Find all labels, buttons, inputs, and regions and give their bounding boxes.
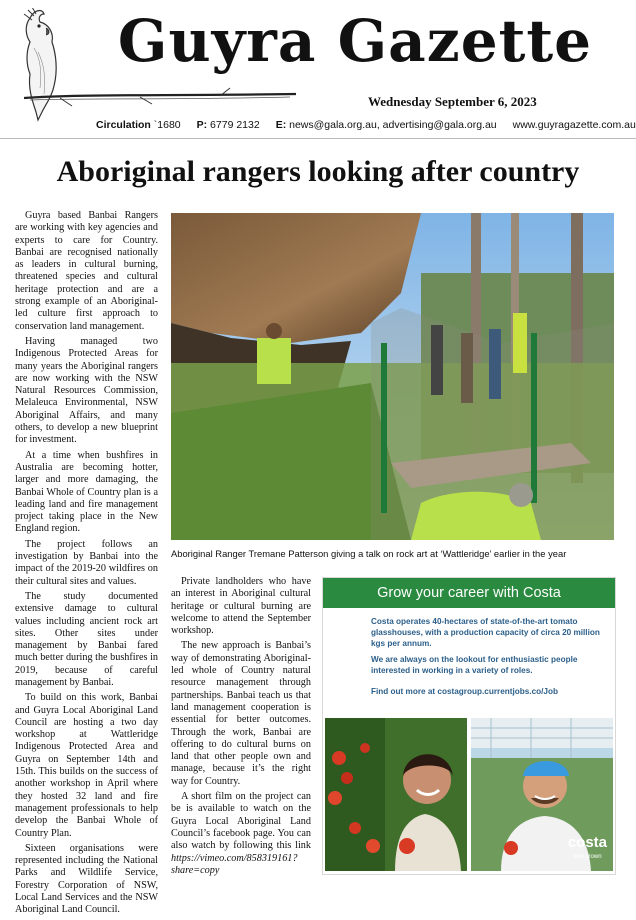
article-column-1	[15, 210, 158, 920]
paragraph: Private landholders who have an interest in Aboriginal cultural heritage or cultural burning are welcome to attend the September workshop.	[171, 576, 311, 637]
email-label: E:	[275, 119, 287, 131]
article-photo	[171, 213, 614, 540]
paragraph	[171, 791, 311, 877]
paragraph: At a time when bushfires in Australia are becoming hotter, larger and more damaging, the Banbai Whole of Country plan is a leading land and fire management project taking place in the New England region.	[15, 449, 158, 535]
issue-date: Wednesday September 6, 2023	[368, 94, 537, 109]
branch-decoration	[20, 84, 300, 114]
ad-heading: Grow your career with Costa	[323, 578, 615, 608]
ad-paragraph-2: We are always on the lookout for enthusiastic people interested in working in a variety of roles.	[371, 655, 578, 675]
paragraph: Guyra based Banbai Rangers are working with key agencies and experts to care for Country. Banbai are recognised nationally as leaders in cultural burning, threatened species and cultural heritage protection and are a strong example of an Aboriginal-led culture first approach to conservation land management.	[15, 210, 158, 332]
masthead-divider	[0, 138, 636, 139]
costa-logo-tagline: well grown	[573, 854, 602, 860]
paragraph: Having managed two Indigenous Protected Areas for many years the Aboriginal rangers are now working with the NSW Natural Resources Commission, Melaleuca Environmental, NSW Aboriginal Affairs, and many others, to develop a new blueprint for investment.	[15, 335, 158, 446]
phone-label: P:	[196, 119, 208, 131]
vimeo-link[interactable]: https://vimeo.com/858319161?share=copy	[171, 852, 298, 876]
ad-paragraph-1: Costa operates 40-hectares of state-of-the-art tomato glasshouses, with a production capacity of circa 20 million kgs per annum.	[371, 617, 600, 648]
costa-logo	[568, 836, 607, 864]
costa-logo-text: costa	[567, 834, 607, 851]
phone-value: 6779 2132	[210, 119, 260, 131]
website-link[interactable]: www.guyragazette.com.au	[512, 119, 636, 131]
article-column-2	[171, 576, 311, 880]
paragraph: Sixteen organisations were represented including the National Parks and Wildlife Service, Forestry Corporation of NSW, Local Land Services and the NSW Aboriginal Land Council.	[15, 842, 158, 916]
masthead-title: Guyra Gazette	[117, 7, 593, 75]
circulation-label: Circulation	[96, 119, 151, 131]
paragraph: To build on this work, Banbai and Guyra Local Aboriginal Land Council are hosting a two day workshop at Wattleridge Indigenous Protected Area and Guyra on September 14th and 15th. This builds on the success of another workshop in April where they hosted 32 land and fire management professionals to help develop the Banbai Whole of Country Plan.	[15, 692, 158, 839]
photo-caption: Aboriginal Ranger Tremane Patterson giving a talk on rock art at ‘Wattleridge’ earlier in the year	[171, 548, 567, 559]
ad-photo-worker-tomatoes	[325, 718, 467, 871]
paragraph: The project follows an investigation by Banbai into the impact of the 2019-20 wildfires on their cultural sites and values.	[15, 538, 158, 587]
paragraph: The study documented extensive damage to cultural values including ancient rock art sites. Other sites under management by Banbai fared much better during the bushfires in 2019, because of careful management by Banbai.	[15, 590, 158, 688]
costa-advertisement[interactable]	[322, 577, 616, 875]
ad-link[interactable]: Find out more at costagroup.currentjobs.co/Job	[371, 687, 558, 696]
paragraph: The new approach is Banbai’s way of demonstrating Aboriginal-led whole of Country natural resource management through partnerships. Banbai teach us that land management cooperation is essential for better outcomes. Through the work, Banbai are offering to do cultural burns on land that other people own and manage, because it’s the right way for Country.	[171, 640, 311, 787]
email-value[interactable]: news@gala.org.au, advertising@gala.org.au	[289, 119, 497, 131]
paragraph-text: A short film on the project can be is available to watch on the Guyra Local Aboriginal Land Council’s facebook page. You can also watch by following this link	[171, 791, 311, 852]
article-headline: Aboriginal rangers looking after country	[56, 155, 580, 188]
contact-bar	[96, 119, 636, 131]
circulation-value: `1680	[153, 119, 181, 131]
